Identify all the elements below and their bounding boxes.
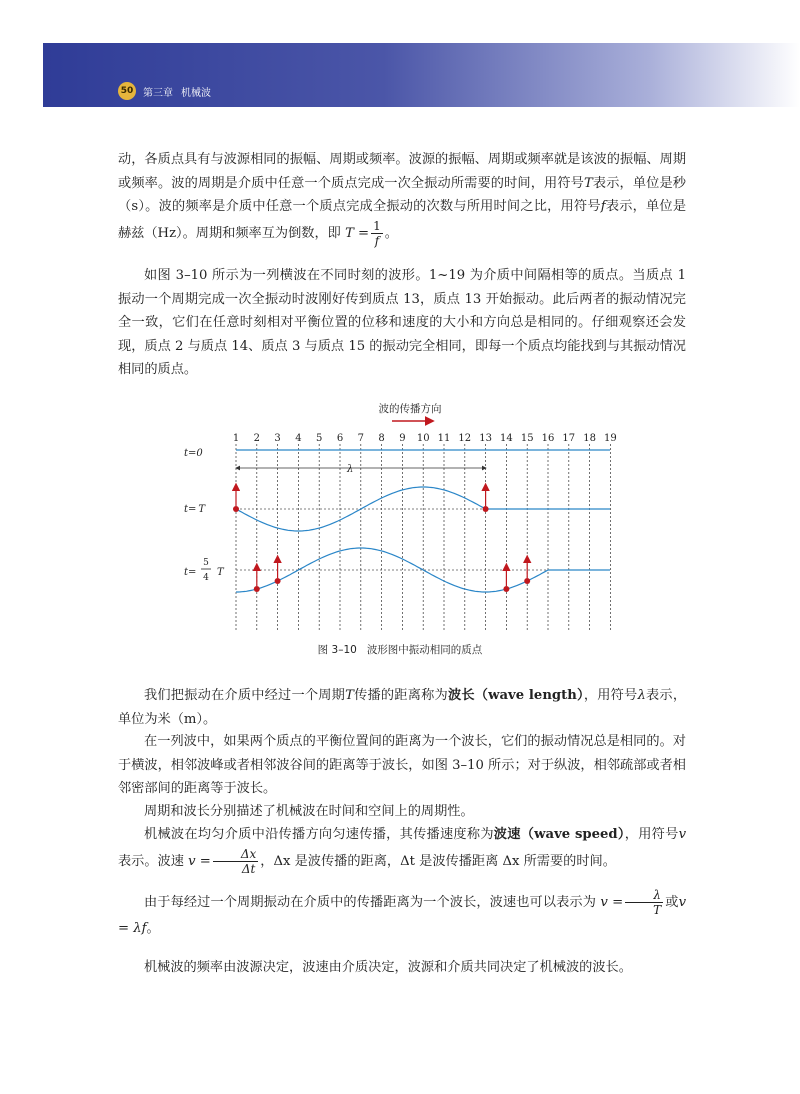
paragraph-figure-description: 如图 3–10 所示为一列横波在不同时刻的波形。1~19 为介质中间隔相等的质点。当质点 1 振动一个周期完成一次全振动时波刚好传到质点 13，质点 13 开始振动。此后两者的振动情况完全一致，它们在任意时刻相对平衡位置的位移和速度的大小和方向总是相同的。仔细观察还会发现，质点 2 与质点 14、质点 3 与质点 15 的振动完全相同，即每一个质点均能找到与其振动情况相同的质点。 [118,268,686,377]
formula-period-frequency: $\frac{1}{f}$ [373,218,381,248]
svg-text:4: 4 [203,573,209,583]
row-label-t0: t=0 [184,448,203,459]
svg-text:5: 5 [203,558,209,568]
figure-3-10 [170,392,630,660]
paragraph-wavelength: 我们把振动在介质中经过一个周期T传播的距离称为波长（wave length），用符号λ表示，单位为米（m）。 [118,688,687,727]
point-number-label: 15 [520,433,534,444]
figure-title: 波形图中振动相同的质点 [366,644,483,656]
chapter-title [143,84,211,99]
point-number-label: 17 [562,433,576,444]
paragraph-wave-speed: 机械波在均匀介质中沿传播方向匀速传播，其传播速度称为波速（wave speed），用符号v表示。波速 v = $\frac{\Delta x}{\Delta t}$ ，Δx 是波传播的距离，Δt 是波传播距离 Δx 所需要的时间。 [118,827,687,876]
term-wave-speed: 波速 [493,827,521,842]
point-number-label: 12 [458,433,472,444]
point-number-label: 18 [583,433,596,444]
paragraph-period-frequency: 动，各质点具有与波源相同的振幅、周期或频率。波源的振幅、周期或频率就是该波的振幅、周期或频率。波的周期是介质中任意一个质点完成一次全振动所需要的时间，用符号T表示，单位是秒（s）。波的频率是介质中任意一个质点完成全振动的次数与所用时间之比，用符号f表示，单位是赫兹（Hz）。周期和频率互为倒数，即 T = $\frac{1}{f}$ 。 [118,152,687,248]
term-wavelength: 波长 [447,688,475,703]
point-number-label: 19 [604,433,617,444]
wavelength-label: λ [347,464,354,475]
point-3-t2-dot [275,578,281,584]
point-number-label: 5 [316,433,323,444]
point-number-label: 1 [232,433,240,444]
point-number-label: 9 [399,433,406,444]
point-number-label: 4 [295,433,302,444]
formula-lhs: T = [345,225,370,241]
point-number-label: 10 [416,433,430,444]
row-label-t2 [184,558,225,583]
point-number-label: 2 [253,433,260,444]
propagation-direction-label: 波的传播方向 [378,403,442,415]
formula-lhs: v = [600,895,624,910]
point-number-label: 13 [479,433,492,444]
point-number-label: 11 [437,433,451,444]
point-number-label: 14 [500,433,513,444]
term-wavelength-en: （wave length） [474,688,584,703]
paragraph-wavelength-detail: 在一列波中，如果两个质点的平衡位置间的距离为一个波长，它们的振动情况总是相同的。对于横波，相邻波峰或者相邻波谷间的距离等于波长，如图 3–10 所示；对于纵波，相邻疏部或者相邻密部间的距离等于波长。 [118,734,686,796]
point-number-label: 7 [357,433,364,444]
point-13-t1-dot [483,506,489,512]
paragraph-wave-speed-lambda: 由于每经过一个周期振动在介质中的传播距离为一个波长，波速也可以表示为 v = $\frac{\lambda}{T}$ 或v = λf。 [118,888,687,936]
wave-diagram [170,392,630,637]
formula-wave-speed: $\frac{\Delta x}{\Delta t}$ [213,847,258,876]
chapter-number: 第三章 [143,88,173,99]
point-2-t2-dot [254,586,260,592]
point-15-t2-dot [524,578,530,584]
chapter-name: 机械波 [181,88,211,99]
paragraph-summary: 机械波的频率由波源决定，波速由介质决定，波源和介质共同决定了机械波的波长。 [144,960,632,975]
figure-caption [170,642,630,657]
point-number-label: 3 [274,433,281,444]
figure-number: 图 3–10 [317,644,357,656]
point-number-label: 16 [541,433,555,444]
point-14-t2-dot [503,586,509,592]
formula-lhs: v = [188,853,211,869]
svg-text:T: T [217,567,224,578]
formula-lambda-over-T: $\frac{\lambda}{T}$ [625,888,663,917]
term-wave-speed-en: （wave speed） [520,827,625,842]
point-1-t1-dot [233,506,239,512]
point-number-label: 8 [378,433,385,444]
formula-v-lambda-f: v = λf [118,895,687,936]
page-number-badge: 50 [118,82,136,100]
paragraph-periodicity: 周期和波长分别描述了机械波在时间和空间上的周期性。 [144,804,474,819]
point-number-label: 6 [336,433,344,444]
row-label-t1: t= T [184,504,206,515]
svg-text:t=: t= [184,567,197,578]
